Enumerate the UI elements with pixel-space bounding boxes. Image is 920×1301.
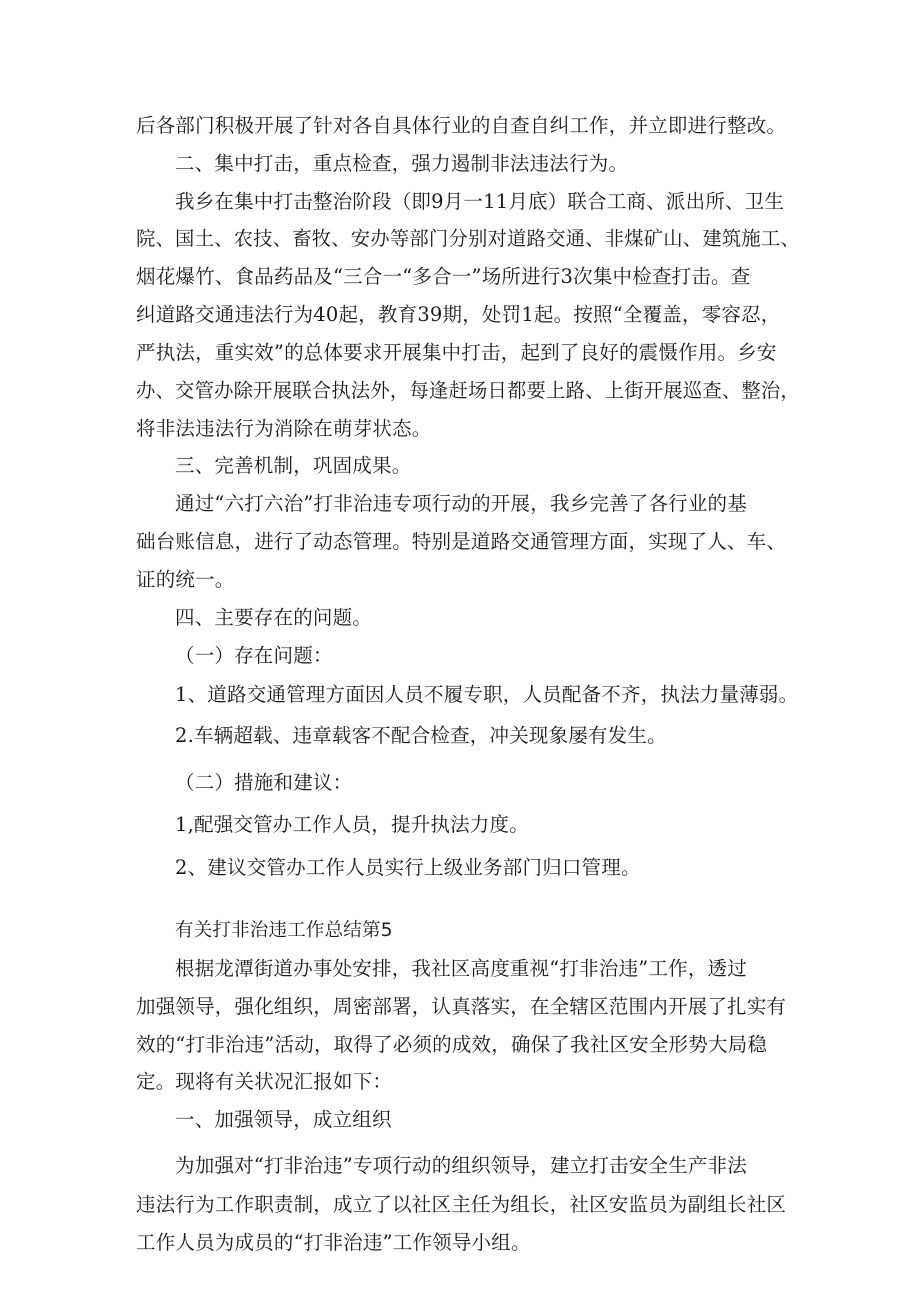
text-line: 将非法违法行为消除在萌芽状态。 — [136, 417, 432, 440]
text-line: 通过“六打六治”打非治违专项行动的开展，我乡完善了各行业的基 — [175, 492, 747, 515]
text-line: 院、国土、农技、畜牧、安办等部门分别对道路交通、非煤矿山、建筑施工、 — [136, 227, 800, 250]
text-line: 后各部门积极开展了针对各自具体行业的自查自纠工作，并立即进行整改。 — [136, 114, 787, 137]
list-item: 1,配强交管办工作人员，提升执法力度。 — [175, 813, 529, 836]
text-line: 根据龙潭街道办事处安排，我社区高度重视“打非治违”工作，透过 — [175, 957, 747, 980]
text-line: 工作人员为成员的“打非治违”工作领导小组。 — [136, 1231, 531, 1254]
list-item: 2、建议交管办工作人员实行上级业务部门归口管理。 — [175, 856, 641, 879]
document-title: 有关打非治违工作总结第5 — [175, 920, 393, 941]
text-line: 加强领导，强化组织，周密部署，认真落实，在全辖区范围内开展了扎实有 — [136, 995, 787, 1018]
section-heading: 四、主要存在的问题。 — [175, 606, 373, 629]
text-line: 违法行为工作职责制，成立了以社区主任为组长，社区安监员为副组长社区 — [136, 1193, 787, 1216]
text-line: 础台账信息，进行了动态管理。特别是道路交通管理方面，实现了人、车、 — [136, 530, 787, 553]
text-line: 定。现将有关状况汇报如下： — [136, 1070, 393, 1093]
text-line: 纠道路交通违法行为40起，教育39期，处罚1起。按照“全覆盖，零容忍， — [136, 303, 781, 326]
text-line: 证的统一。 — [136, 568, 235, 591]
section-heading: 一、加强领导，成立组织 — [175, 1108, 392, 1131]
subsection-heading: （一）存在问题： — [175, 644, 333, 667]
list-item: 2.车辆超载、违章载客不配合检查，冲关现象屡有发生。 — [175, 724, 667, 747]
text-line: 烟花爆竹、食品药品及“三合一“多合一”场所进行3次集中检查打击。查 — [136, 265, 751, 288]
section-heading: 三、完善机制，巩固成果。 — [175, 454, 412, 477]
text-line: 严执法，重实效”的总体要求开展集中打击，起到了良好的震慑作用。乡安 — [136, 341, 777, 364]
subsection-heading: （二）措施和建议： — [175, 771, 353, 794]
section-heading: 二、集中打击，重点检查，强力遏制非法违法行为。 — [175, 152, 629, 175]
text-line: 办、交管办除开展联合执法外，每逢赶场日都要上路、上街开展巡查、整治， — [136, 379, 800, 402]
text-line: 我乡在集中打击整治阶段（即9月一11月底）联合工商、派出所、卫生 — [175, 190, 785, 213]
text-line: 为加强对“打非治违”专项行动的组织领导，建立打击安全生产非法 — [175, 1154, 747, 1177]
list-item: 1、道路交通管理方面因人员不履专职，人员配备不齐，执法力量薄弱。 — [175, 683, 799, 706]
text-line: 效的“打非治违”活动，取得了必须的成效，确保了我社区安全形势大局稳 — [136, 1033, 768, 1056]
